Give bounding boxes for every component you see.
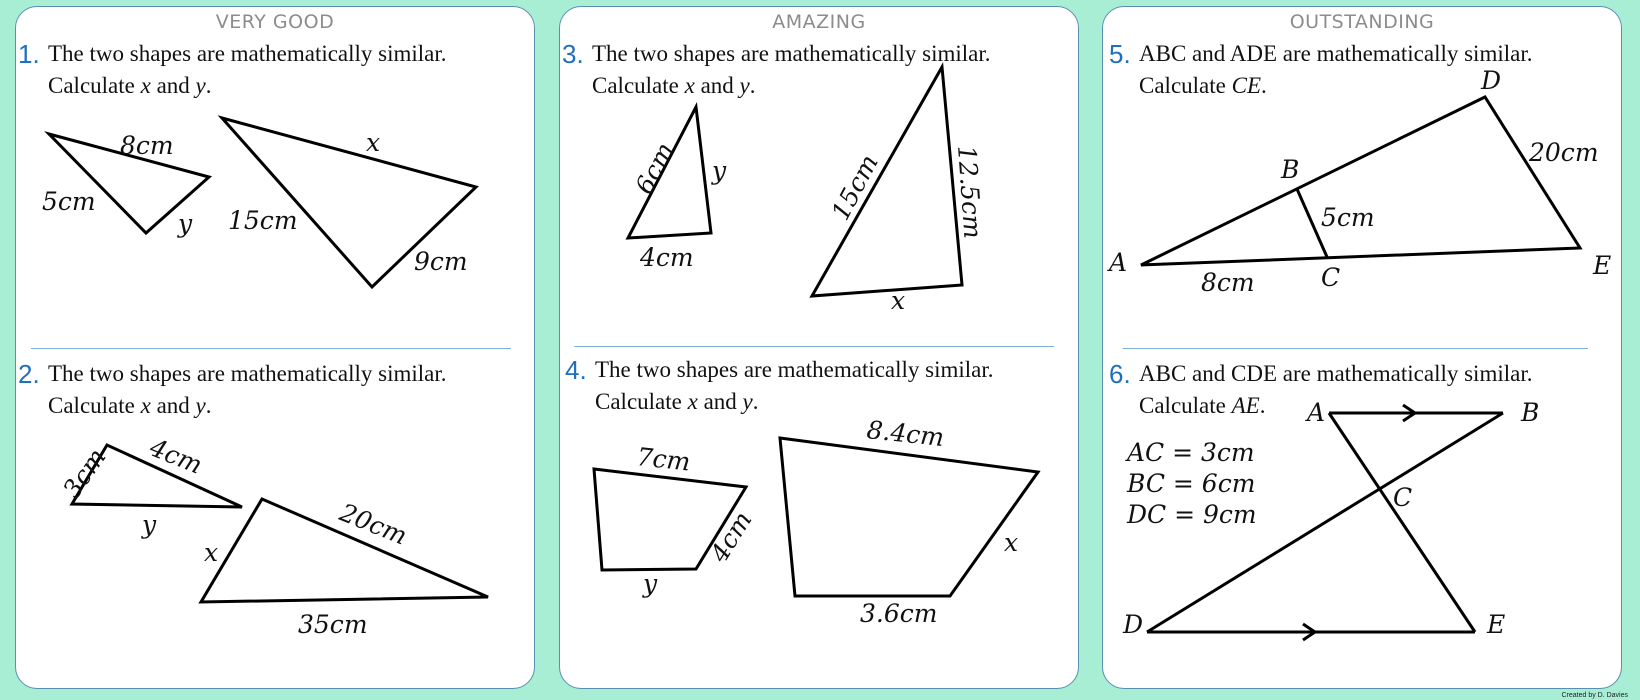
question-line-2: Calculate x and y. [48, 393, 212, 418]
question-line-2: Calculate CE. [1139, 73, 1267, 98]
question-line-1: ABC and ADE are mathematically similar. [1139, 41, 1533, 66]
side-label: x [891, 286, 906, 315]
vertex-label: C [1393, 483, 1413, 512]
panel-title: AMAZING [772, 11, 866, 33]
side-label: 35cm [298, 610, 368, 639]
panel-title: OUTSTANDING [1289, 11, 1435, 33]
side-label: y [643, 569, 658, 598]
side-label: 6cm [629, 137, 680, 199]
question-line-2: Calculate x and y. [48, 73, 212, 98]
question-number: 3. [562, 39, 584, 69]
question-line-1: ABC and CDE are mathematically similar. [1139, 361, 1533, 386]
panel-very-good [15, 6, 535, 689]
vertex-label: D [1123, 610, 1144, 639]
question-2-figure [16, 7, 535, 689]
panel-amazing [559, 6, 1079, 689]
question-line-2: Calculate AE. [1139, 393, 1266, 418]
side-label: y [712, 156, 727, 185]
side-label: 20cm [335, 497, 412, 551]
vertex-label: C [1321, 263, 1341, 292]
side-label: 7cm [635, 442, 692, 477]
question-line-2: Calculate x and y. [592, 73, 756, 98]
side-label: 9cm [414, 247, 468, 276]
panel-title: VERY GOOD [215, 11, 335, 33]
side-label: 12.5cm [952, 144, 988, 240]
given-value: AC = 3cm [1127, 438, 1255, 467]
question-4-figure [560, 7, 1079, 689]
question-line-1: The two shapes are mathematically similar. [595, 357, 994, 382]
credit: Created by D. Davies [1561, 692, 1628, 699]
question-6-figure [1103, 7, 1622, 689]
side-label: 8cm [120, 131, 174, 160]
panel-outstanding [1102, 6, 1622, 689]
side-label: 8.4cm [865, 415, 946, 453]
vertex-label: B [1521, 398, 1540, 427]
question-line-1: The two shapes are mathematically similar. [48, 41, 447, 66]
vertex-label: D [1481, 66, 1502, 95]
side-label: x [1004, 528, 1019, 557]
side-label: 15cm [825, 149, 884, 225]
side-label: x [366, 128, 381, 157]
question-number: 6. [1109, 359, 1131, 389]
side-label: y [142, 510, 157, 539]
given-value: DC = 9cm [1127, 500, 1257, 529]
large-quadrilateral [780, 438, 1038, 596]
question-number: 5. [1109, 39, 1131, 69]
side-label: 4cm [640, 243, 694, 272]
side-label: 20cm [1529, 138, 1599, 167]
question-line-1: The two shapes are mathematically similar. [48, 361, 447, 386]
side-label: 15cm [228, 206, 298, 235]
side-label: x [204, 538, 219, 567]
segment-ae [1329, 413, 1475, 632]
vertex-label: A [1307, 398, 1326, 427]
question-number: 4. [565, 355, 587, 385]
side-label: 8cm [1201, 268, 1255, 297]
vertex-label: B [1281, 155, 1300, 184]
vertex-label: E [1593, 251, 1612, 280]
side-label: 4cm [145, 432, 207, 480]
side-label: 4cm [704, 506, 758, 568]
vertex-label: A [1109, 248, 1128, 277]
question-line-1: The two shapes are mathematically similar. [592, 41, 991, 66]
side-label: 5cm [1321, 203, 1375, 232]
side-label: y [178, 209, 193, 238]
side-label: 3cm [57, 442, 112, 504]
side-label: 3.6cm [860, 599, 938, 628]
given-value: BC = 6cm [1127, 469, 1256, 498]
side-label: 5cm [42, 187, 96, 216]
question-number: 2. [18, 359, 40, 389]
question-line-2: Calculate x and y. [595, 389, 759, 414]
question-number: 1. [18, 39, 40, 69]
vertex-label: E [1487, 610, 1506, 639]
